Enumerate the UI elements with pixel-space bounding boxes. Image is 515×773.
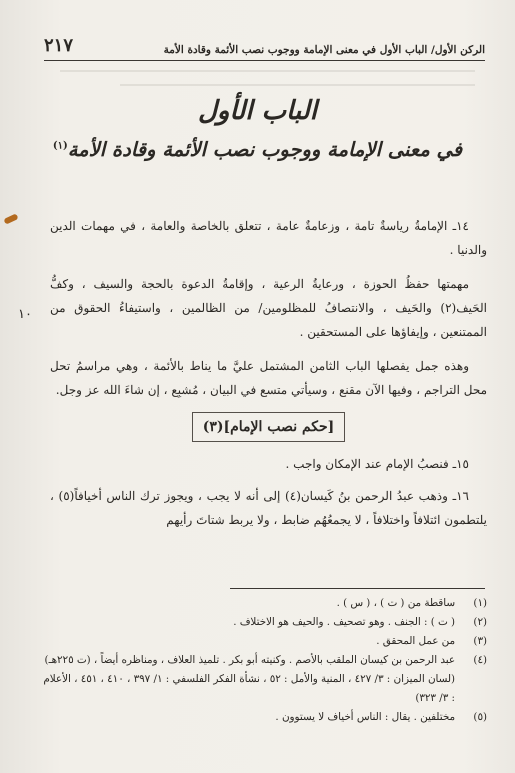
show-through-line [60,70,475,72]
main-text [50,214,487,542]
footnote [40,651,487,708]
page-header [44,30,485,61]
chapter-label: الباب الأول [198,96,317,126]
footnote-text: من عمل المحقق . [376,635,455,647]
margin-line-marker: ١٠ [18,307,32,322]
footnote-number: (٤) [473,654,487,666]
footnote-number: (٣) [473,635,487,647]
footnote-number: (١) [473,597,487,609]
footnote-number: (٢) [473,616,487,628]
footnote [40,632,487,651]
chapter-title [0,138,515,161]
footnote-number: (٥) [473,711,487,723]
pen-mark [3,213,18,224]
footnotes [40,594,487,727]
paragraph: ١٤ـ الإمامةُ رياسةٌ تامة ، وزعامةٌ عامة ، تتعلق بالخاصة والعامة ، في مهمات الدين والدنيا . [50,219,487,257]
chapter-title-text: في معنى الإمامة ووجوب نصب الأئمة وقادة الأمة [67,138,463,161]
paragraph: ١٦ـ وذهب عبدُ الرحمن بنُ كَيسان(٤) إلى أنه لا يجب ، ويجوز ترك الناس أخيافاً(٥) ، يلتطمون ائتلافاً واختلافاً ، لا يجمعُهُم ضابط ، ولا يربط شتاتَ رأيهم [50,489,487,527]
show-through-line [120,84,475,86]
footnote-divider [230,588,485,589]
paragraph: ١٥ـ فنصبُ الإمام عند الإمكان واجب . [285,457,469,471]
section-heading: [حكم نصب الإمام](٣) [192,412,346,442]
page-number: ٢١٧ [44,35,74,56]
chapter-title-note: (١) [52,140,68,152]
paragraph: وهذه جمل يفصلها الباب الثامن المشتمل عليَّ ما يناط بالأئمة ، وهي مراسمُ تحل محل التراجم ، وفيها الآن مقنع ، وسيأتي متسع في البيان ، مُشبِع ، إن شاءَ الله عز وجل. [50,359,487,397]
footnote [40,613,487,632]
footnote-text: مختلفين . يقال : الناس أخياف لا يستوون . [275,711,455,723]
running-head: الركن الأول/ الباب الأول في معنى الإمامة ووجوب نصب الأئمة وقادة الأمة [163,44,485,56]
footnote-text: ( ت ) : الجنف . وهو تصحيف . والحيف هو الاختلاف . [233,616,455,628]
paragraph: مهمتها حفظُ الحوزة ، ورعايةُ الرعية ، وإقامةُ الدعوة بالحجة والسيف ، وكفُّ الحَيف(٢) والحَيف ، والانتصافُ للمظلومين/ من الظالمين ، واستيفاءُ الحقوق من الممتنعين ، وإيفاؤها على المستحقين . [50,277,487,339]
footnote-text: ساقطة من ( ت ) ، ( س ) . [336,597,455,609]
footnote [40,708,487,727]
footnote [40,594,487,613]
footnote-text: عبد الرحمن بن كيسان الملقب بالأصم . وكنيته أبو بكر . تلميذ العلاف ، ومناظره أيضاً ، (ت ٢٢٥هـ) (لسان الميزان : ٣/ ٤٢٧ ، المنية والأمل : ٥٢ ، نشأة الفكر الفلسفي : ١/ ٣٩٧ ، ٤١٠ ، ٤٥١ ، الأعلام : ٣/ ٣٢٣) [43,654,455,704]
